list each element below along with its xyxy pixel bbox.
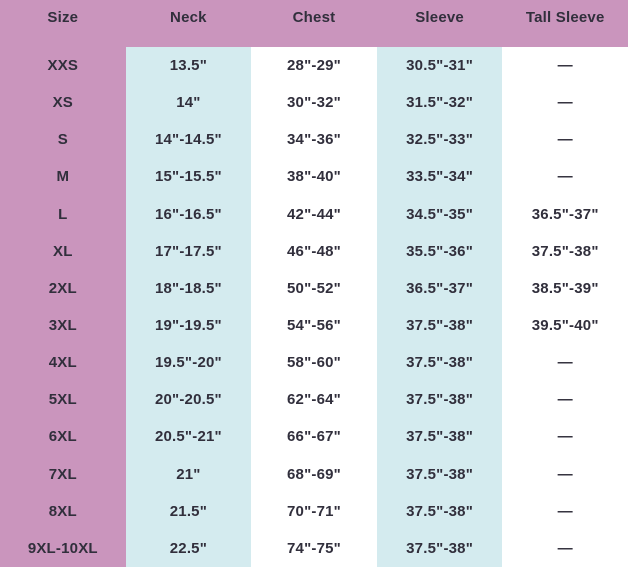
chest-cell: 62"-64" (251, 381, 377, 418)
size-cell: XXS (0, 47, 126, 84)
sleeve-cell: 37.5"-38" (377, 418, 503, 455)
tall-sleeve-cell: — (502, 158, 628, 195)
size-cell: 5XL (0, 381, 126, 418)
size-cell: XL (0, 233, 126, 270)
chest-cell: 38"-40" (251, 158, 377, 195)
neck-cell: 17"-17.5" (126, 233, 252, 270)
neck-cell: 21" (126, 456, 252, 493)
tall-sleeve-cell: — (502, 493, 628, 530)
chest-cell: 42"-44" (251, 196, 377, 233)
chest-cell: 28"-29" (251, 47, 377, 84)
neck-cell: 15"-15.5" (126, 158, 252, 195)
chest-cell: 58"-60" (251, 344, 377, 381)
size-cell: 9XL-10XL (0, 530, 126, 567)
sleeve-cell: 37.5"-38" (377, 530, 503, 567)
tall-sleeve-cell: — (502, 47, 628, 84)
size-cell: L (0, 196, 126, 233)
column-header-neck: Neck (126, 0, 252, 47)
chest-cell: 46"-48" (251, 233, 377, 270)
chest-cell: 30"-32" (251, 84, 377, 121)
column-header-chest: Chest (251, 0, 377, 47)
chest-cell: 74"-75" (251, 530, 377, 567)
neck-cell: 14" (126, 84, 252, 121)
size-cell: 2XL (0, 270, 126, 307)
column-header-size: Size (0, 0, 126, 47)
tall-sleeve-cell: 39.5"-40" (502, 307, 628, 344)
tall-sleeve-cell: 36.5"-37" (502, 196, 628, 233)
sleeve-cell: 31.5"-32" (377, 84, 503, 121)
sleeve-cell: 37.5"-38" (377, 493, 503, 530)
size-cell: 3XL (0, 307, 126, 344)
column-header-sleeve: Sleeve (377, 0, 503, 47)
chest-cell: 34"-36" (251, 121, 377, 158)
sleeve-cell: 37.5"-38" (377, 344, 503, 381)
neck-cell: 13.5" (126, 47, 252, 84)
neck-cell: 19.5"-20" (126, 344, 252, 381)
tall-sleeve-cell: — (502, 530, 628, 567)
neck-cell: 18"-18.5" (126, 270, 252, 307)
size-cell: 8XL (0, 493, 126, 530)
size-cell: M (0, 158, 126, 195)
chest-cell: 68"-69" (251, 456, 377, 493)
tall-sleeve-cell: — (502, 456, 628, 493)
tall-sleeve-cell: 37.5"-38" (502, 233, 628, 270)
chest-cell: 70"-71" (251, 493, 377, 530)
size-cell: XS (0, 84, 126, 121)
tall-sleeve-cell: — (502, 84, 628, 121)
chest-cell: 50"-52" (251, 270, 377, 307)
size-cell: S (0, 121, 126, 158)
chest-cell: 54"-56" (251, 307, 377, 344)
size-cell: 4XL (0, 344, 126, 381)
column-header-tall-sleeve: Tall Sleeve (502, 0, 628, 47)
neck-cell: 21.5" (126, 493, 252, 530)
neck-cell: 14"-14.5" (126, 121, 252, 158)
tall-sleeve-cell: 38.5"-39" (502, 270, 628, 307)
sleeve-cell: 33.5"-34" (377, 158, 503, 195)
sleeve-cell: 32.5"-33" (377, 121, 503, 158)
tall-sleeve-cell: — (502, 418, 628, 455)
size-cell: 7XL (0, 456, 126, 493)
sleeve-cell: 34.5"-35" (377, 196, 503, 233)
neck-cell: 22.5" (126, 530, 252, 567)
sleeve-cell: 37.5"-38" (377, 381, 503, 418)
tall-sleeve-cell: — (502, 344, 628, 381)
tall-sleeve-cell: — (502, 381, 628, 418)
sleeve-cell: 37.5"-38" (377, 307, 503, 344)
sleeve-cell: 37.5"-38" (377, 456, 503, 493)
sleeve-cell: 30.5"-31" (377, 47, 503, 84)
sleeve-cell: 36.5"-37" (377, 270, 503, 307)
chest-cell: 66"-67" (251, 418, 377, 455)
tall-sleeve-cell: — (502, 121, 628, 158)
neck-cell: 19"-19.5" (126, 307, 252, 344)
size-cell: 6XL (0, 418, 126, 455)
sleeve-cell: 35.5"-36" (377, 233, 503, 270)
neck-cell: 20.5"-21" (126, 418, 252, 455)
neck-cell: 20"-20.5" (126, 381, 252, 418)
neck-cell: 16"-16.5" (126, 196, 252, 233)
